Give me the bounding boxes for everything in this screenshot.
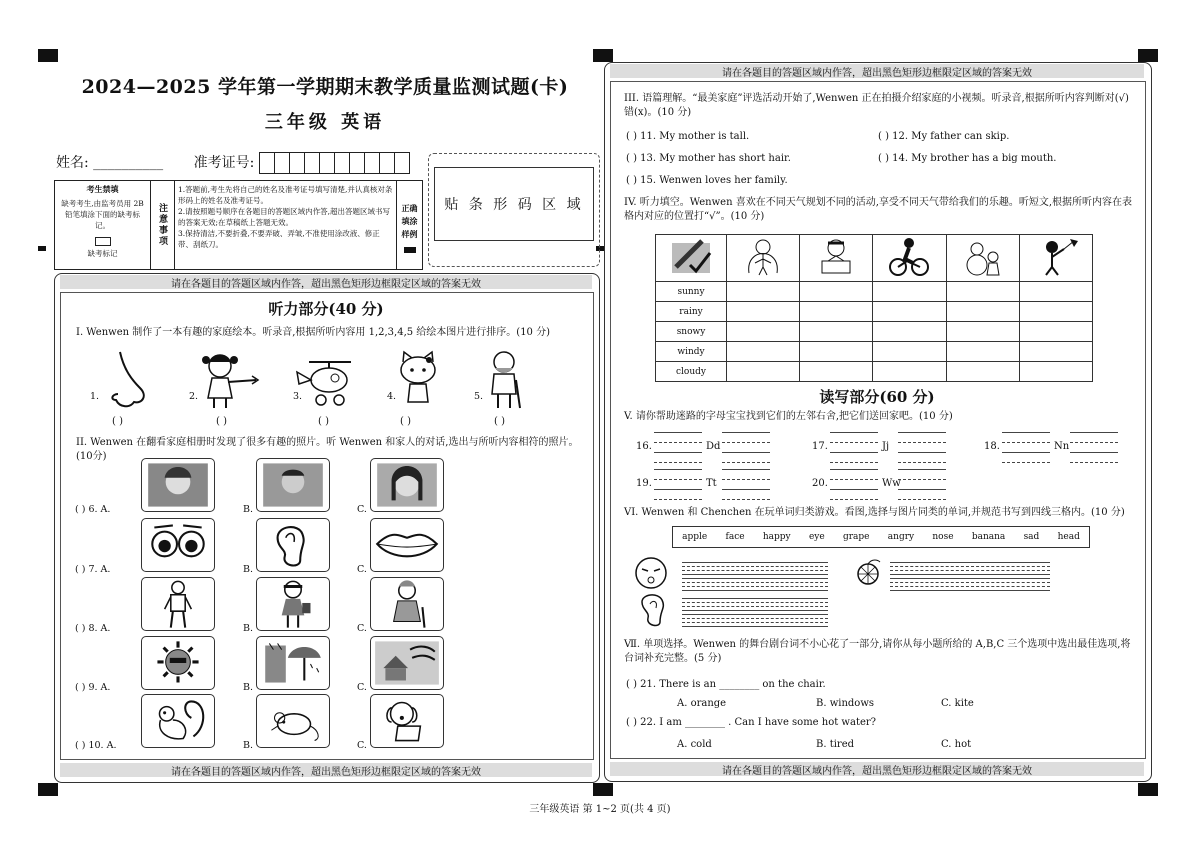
q5-item-number: 18. — [984, 441, 1000, 452]
girl-skipping-icon — [727, 235, 800, 282]
q2-option-label: B. — [243, 682, 254, 693]
four-line-grid[interactable] — [890, 578, 1050, 579]
q2-answer-number[interactable]: ( ) 9. A. — [75, 682, 111, 693]
word-bank-item: sad — [1023, 532, 1040, 542]
q2-option-label: C. — [357, 682, 367, 693]
note-item: 1.答题前,考生先将自己的姓名及准考证号填写清楚,并认真核对条形码上的姓名及准考证号。 — [178, 185, 393, 205]
q5-letter-pair: Dd — [706, 441, 721, 452]
table-header-row — [656, 235, 1093, 282]
writing-line[interactable] — [1070, 452, 1118, 453]
exam-number-digit-box[interactable] — [334, 152, 350, 174]
q3-item: ( ) 14. My brother has a big mouth. — [878, 153, 1057, 164]
question-3-prompt: III. 语篇理解。“最美家庭”评选活动开始了,Wenwen 正在拍摄介绍家庭的小视频。听录音,根据所听内容判断对(√)错(x)。(10 分) — [624, 93, 1129, 118]
writing-line[interactable] — [830, 432, 878, 433]
girl-drawing-icon — [800, 235, 873, 282]
pencil-check-icon — [656, 235, 727, 282]
writing-line[interactable] — [1070, 442, 1118, 443]
absent-mark-box[interactable] — [95, 237, 111, 246]
writing-line[interactable] — [722, 442, 770, 443]
q5-item-number: 19. — [636, 478, 652, 489]
snowman-icon — [946, 235, 1019, 282]
barcode-area: 贴 条 形 码 区 域 — [434, 167, 594, 241]
writing-line[interactable] — [654, 442, 702, 443]
writing-line[interactable] — [722, 489, 770, 490]
registration-mark — [1138, 783, 1158, 796]
writing-line[interactable] — [722, 432, 770, 433]
panel-warning: 请在各题目的答题区域内作答，超出黑色矩形边框限定区域的答案无效 — [60, 763, 592, 777]
check-cell[interactable] — [800, 342, 873, 362]
identity-row — [56, 152, 409, 174]
check-cell[interactable] — [946, 322, 1019, 342]
four-line-grid[interactable] — [682, 574, 828, 575]
q1-item-num: 5. — [474, 391, 484, 402]
registration-mark — [593, 783, 613, 796]
weather-row — [656, 302, 1093, 322]
writing-line[interactable] — [1070, 462, 1118, 463]
word-bank — [672, 526, 1090, 548]
question-6-prompt: VI. Wenwen 和 Chenchen 在玩单词归类游戏。看图,选择与图片同类的单词,并规范书写到四线三格内。(10 分) — [624, 507, 1125, 518]
exam-number-boxes[interactable] — [259, 155, 409, 171]
four-line-grid[interactable] — [890, 562, 1050, 563]
q2-option-label: B. — [243, 504, 254, 515]
writing-line[interactable] — [654, 479, 702, 480]
helicopter-icon — [295, 356, 357, 410]
writing-line[interactable] — [722, 452, 770, 453]
eyes-icon[interactable] — [141, 518, 215, 572]
check-cell[interactable] — [873, 322, 946, 342]
dog-icon[interactable] — [370, 694, 444, 748]
cycling-icon — [873, 235, 946, 282]
exam-number-label: 准考证号: — [193, 155, 255, 171]
four-line-grid[interactable] — [682, 614, 828, 615]
check-cell[interactable] — [873, 282, 946, 302]
q1-answer-paren[interactable]: ( ) — [318, 416, 329, 427]
writing-line[interactable] — [654, 499, 702, 500]
four-line-grid[interactable] — [682, 618, 828, 619]
exam-number-digit-box[interactable] — [319, 152, 335, 174]
q2-answer-number[interactable]: ( ) 7. A. — [75, 564, 111, 575]
q2-answer-number[interactable]: ( ) 10. A. — [75, 740, 117, 751]
writing-line[interactable] — [1002, 462, 1050, 463]
panel-warning: 请在各题目的答题区域内作答，超出黑色矩形边框限定区域的答案无效 — [60, 275, 592, 289]
name-label: 姓名: — [56, 155, 89, 171]
writing-line[interactable] — [1002, 452, 1050, 453]
q5-letter-pair: Nn — [1054, 441, 1070, 452]
check-cell[interactable] — [946, 342, 1019, 362]
weather-label: sunny — [656, 282, 727, 302]
q2-option-label: C. — [357, 564, 367, 575]
check-cell[interactable] — [1019, 342, 1092, 362]
registration-mark — [1138, 49, 1158, 62]
q1-answer-paren[interactable]: ( ) — [216, 416, 227, 427]
registration-mark — [593, 49, 613, 62]
writing-line[interactable] — [898, 452, 946, 453]
check-cell[interactable] — [727, 302, 800, 322]
check-cell[interactable] — [946, 362, 1019, 382]
grandma-icon[interactable] — [370, 577, 444, 631]
check-cell[interactable] — [727, 362, 800, 382]
weather-row — [656, 322, 1093, 342]
writing-line[interactable] — [654, 489, 702, 490]
exempt-title: 考生禁填 — [86, 184, 119, 194]
exam-subtitle: 三年级 英语 — [264, 112, 386, 133]
smiling-girl-photo-icon[interactable] — [141, 458, 215, 512]
writing-line[interactable] — [722, 462, 770, 463]
four-line-grid[interactable] — [682, 598, 828, 599]
four-line-grid[interactable] — [682, 562, 828, 563]
q2-option-label: C. — [357, 740, 367, 751]
q1-answer-paren[interactable]: ( ) — [494, 416, 505, 427]
exam-number-digit-box[interactable] — [304, 152, 320, 174]
writing-line[interactable] — [830, 452, 878, 453]
grandpa-icon — [486, 350, 526, 410]
check-cell[interactable] — [727, 342, 800, 362]
mouth-icon[interactable] — [370, 518, 444, 572]
note-item: 3.保持清洁,不要折叠,不要弄破、弄皱,不准使用涂改液、修正带、刮纸刀。 — [178, 229, 380, 249]
q1-item-num: 2. — [189, 391, 199, 402]
exam-title: 2024—2025 学年第一学期期末教学质量监测试题(卡) — [81, 76, 569, 98]
writing-line[interactable] — [830, 442, 878, 443]
four-line-grid[interactable] — [682, 626, 828, 627]
exam-info-table — [54, 180, 423, 270]
q2-option-label: B. — [243, 740, 254, 751]
q1-item-num: 3. — [293, 391, 303, 402]
q2-option-label: C. — [357, 504, 367, 515]
q5-letter-pair: Jj — [882, 441, 890, 452]
exam-number-digit-box[interactable] — [274, 152, 290, 174]
check-cell[interactable] — [946, 302, 1019, 322]
four-line-grid[interactable] — [682, 578, 828, 579]
q7-stem: ( ) 22. I am ________ . Can I have some hot water? — [626, 717, 877, 728]
q3-item: ( ) 11. My mother is tall. — [626, 131, 750, 142]
four-line-grid[interactable] — [890, 590, 1050, 591]
q2-option-label: B. — [243, 564, 254, 575]
weather-label: rainy — [656, 302, 727, 322]
side-tick — [38, 246, 46, 251]
q7-option-a[interactable]: A. cold — [677, 739, 712, 750]
word-bank-item: head — [1057, 532, 1080, 542]
check-cell[interactable] — [1019, 322, 1092, 342]
ear-icon — [638, 592, 668, 628]
question-1-prompt: I. Wenwen 制作了一本有趣的家庭绘本。听录音,根据所听内容用 1,2,3,4,5 给绘本图片进行排序。(10 分) — [76, 327, 550, 338]
writing-line[interactable] — [830, 489, 878, 490]
weather-label: cloudy — [656, 362, 727, 382]
q5-item-number: 17. — [812, 441, 828, 452]
panel-warning: 请在各题目的答题区域内作答，超出黑色矩形边框限定区域的答案无效 — [610, 64, 1144, 78]
four-line-grid[interactable] — [890, 574, 1050, 575]
question-2-prompt: II. Wenwen 在翻看家庭相册时发现了很多有趣的照片。听 Wenwen 和家人的对话,选出与所听内容相符的照片。(10分) — [76, 437, 579, 462]
q5-letter-pair: Ww — [882, 478, 901, 489]
page-footer: 三年级英语 第 1~2 页(共 4 页) — [529, 804, 671, 815]
man-icon[interactable] — [141, 577, 215, 631]
q2-answer-number[interactable]: ( ) 8. A. — [75, 623, 111, 634]
four-line-grid[interactable] — [682, 602, 828, 603]
nose-icon — [106, 350, 156, 410]
writing-line[interactable] — [722, 499, 770, 500]
q1-answer-paren[interactable]: ( ) — [400, 416, 411, 427]
word-bank-item: face — [725, 532, 745, 542]
q3-item: ( ) 13. My mother has short hair. — [626, 153, 791, 164]
kite-flying-icon — [1019, 235, 1092, 282]
word-bank-item: happy — [762, 532, 791, 542]
fill-sample-title: 正确填涂样例 — [401, 203, 418, 239]
girl-with-bag-icon[interactable] — [256, 577, 330, 631]
weather-row — [656, 282, 1093, 302]
check-cell[interactable] — [800, 302, 873, 322]
four-line-grid[interactable] — [682, 622, 828, 623]
exam-number-digit-box[interactable] — [289, 152, 305, 174]
four-line-grid[interactable] — [682, 566, 828, 567]
word-bank-item: apple — [682, 532, 708, 542]
question-4-prompt: IV. 听力填空。Wenwen 喜欢在不同天气规划不同的活动,享受不同天气带给我们的乐趣。听短文,根据所听内容在表格内对应的位置打“√”。(10 分) — [624, 197, 1133, 222]
writing-line[interactable] — [830, 469, 878, 470]
word-bank-item: banana — [971, 532, 1006, 542]
check-cell[interactable] — [727, 322, 800, 342]
weather-row — [656, 362, 1093, 382]
weather-activity-table — [655, 234, 1093, 382]
q7-option-a[interactable]: A. orange — [677, 698, 727, 709]
writing-line[interactable] — [722, 469, 770, 470]
word-bank-item: eye — [808, 532, 825, 542]
writing-line[interactable] — [1002, 432, 1050, 433]
weather-label: windy — [656, 342, 727, 362]
exam-number-digit-box[interactable] — [394, 152, 410, 174]
weather-label: snowy — [656, 322, 727, 342]
four-line-grid[interactable] — [682, 582, 828, 583]
check-cell[interactable] — [1019, 302, 1092, 322]
four-line-grid[interactable] — [890, 582, 1050, 583]
question-7-prompt: Ⅶ. 单项选择。Wenwen 的舞台剧台词不小心花了一部分,请你从每小题所给的 A,B,C 三个选项中选出最佳选项,将台词补充完整。(5 分) — [624, 639, 1131, 664]
check-cell[interactable] — [1019, 282, 1092, 302]
q7-option-c[interactable]: C. kite — [941, 698, 974, 709]
four-line-grid[interactable] — [682, 586, 828, 587]
q1-item-num: 1. — [90, 391, 100, 402]
four-line-grid[interactable] — [682, 570, 828, 571]
q5-item-number: 20. — [812, 478, 828, 489]
writing-line[interactable] — [1002, 442, 1050, 443]
writing-line[interactable] — [830, 462, 878, 463]
four-line-grid[interactable] — [890, 566, 1050, 567]
q7-option-c[interactable]: C. hot — [941, 739, 972, 750]
check-cell[interactable] — [800, 322, 873, 342]
writing-line[interactable] — [898, 499, 946, 500]
notes-list — [175, 181, 397, 269]
fill-sample-cell — [397, 181, 422, 269]
check-cell[interactable] — [946, 282, 1019, 302]
four-line-grid[interactable] — [890, 570, 1050, 571]
sleepy-face-icon — [634, 556, 668, 590]
reading-writing-section-title: 读写部分(60 分) — [819, 388, 935, 406]
weather-row — [656, 342, 1093, 362]
q7-option-b[interactable]: B. windows — [816, 698, 875, 709]
writing-line[interactable] — [830, 499, 878, 500]
writing-line[interactable] — [898, 479, 946, 480]
four-line-grid[interactable] — [682, 606, 828, 607]
mouse-icon[interactable] — [256, 694, 330, 748]
orange-icon — [854, 558, 884, 588]
check-cell[interactable] — [873, 302, 946, 322]
q1-item-num: 4. — [387, 391, 397, 402]
q2-option-label: C. — [357, 623, 367, 634]
writing-line[interactable] — [898, 462, 946, 463]
registration-mark — [38, 49, 58, 62]
ear-icon[interactable] — [256, 518, 330, 572]
q5-item-number: 16. — [636, 441, 652, 452]
word-bank-item: nose — [932, 532, 954, 542]
check-cell[interactable] — [727, 282, 800, 302]
check-cell[interactable] — [1019, 362, 1092, 382]
q1-answer-paren[interactable]: ( ) — [112, 416, 123, 427]
word-bank-item: angry — [887, 532, 915, 542]
q7-option-b[interactable]: B. tired — [816, 739, 855, 750]
writing-line[interactable] — [898, 442, 946, 443]
writing-line[interactable] — [898, 489, 946, 490]
hello-kitty-icon — [398, 352, 440, 410]
q3-item: ( ) 15. Wenwen loves her family. — [626, 175, 788, 186]
writing-line[interactable] — [722, 479, 770, 480]
writing-line[interactable] — [1070, 432, 1118, 433]
note-item: 2.请按照题号顺序在各题目的答题区域内作答,超出答题区域书写的答案无效;在草稿纸上答题无效。 — [178, 207, 391, 227]
writing-line[interactable] — [654, 469, 702, 470]
fill-sample-mark — [404, 247, 416, 253]
four-line-grid[interactable] — [682, 590, 828, 591]
writing-line[interactable] — [898, 469, 946, 470]
sun-icon[interactable] — [141, 636, 215, 690]
girl-pointing-icon — [200, 352, 264, 410]
writing-line[interactable] — [654, 462, 702, 463]
check-cell[interactable] — [800, 282, 873, 302]
q7-stem: ( ) 21. There is an ________ on the chair. — [626, 679, 826, 690]
four-line-grid[interactable] — [682, 610, 828, 611]
name-field[interactable]: __________ — [93, 155, 164, 171]
check-cell[interactable] — [800, 362, 873, 382]
check-cell[interactable] — [873, 362, 946, 382]
writing-line[interactable] — [654, 452, 702, 453]
q2-option-label: B. — [243, 623, 254, 634]
four-line-grid[interactable] — [890, 586, 1050, 587]
windy-house-icon[interactable] — [370, 636, 444, 690]
question-5-prompt: V. 请你帮助迷路的字母宝宝找到它们的左邻右舍,把它们送回家吧。(10 分) — [624, 411, 953, 422]
crying-girl-photo-icon[interactable] — [370, 458, 444, 512]
registration-mark — [38, 783, 58, 796]
check-cell[interactable] — [873, 342, 946, 362]
word-bank-item: grape — [842, 532, 870, 542]
writing-line[interactable] — [830, 479, 878, 480]
writing-line[interactable] — [898, 432, 946, 433]
listening-section-title: 听力部分(40 分) — [268, 300, 384, 318]
exam-number-digit-box[interactable] — [349, 152, 365, 174]
absent-mark-label: 缺考标记 — [87, 249, 118, 258]
panel-warning: 请在各题目的答题区域内作答，超出黑色矩形边框限定区域的答案无效 — [610, 762, 1144, 776]
q2-answer-number[interactable]: ( ) 6. A. — [75, 504, 111, 515]
absent-cell — [55, 181, 151, 269]
q5-letter-pair: Tt — [706, 478, 717, 489]
exam-number-digit-box[interactable] — [379, 152, 395, 174]
rainy-umbrella-icon[interactable] — [256, 636, 330, 690]
boy-photo-icon[interactable] — [256, 458, 330, 512]
exam-number-digit-box[interactable] — [259, 152, 275, 174]
exam-number-digit-box[interactable] — [364, 152, 380, 174]
notes-title: 注意事项 — [151, 181, 175, 269]
q3-item: ( ) 12. My father can skip. — [878, 131, 1010, 142]
exempt-text: 缺考考生,由监考员用 2B 铅笔填涂下面的缺考标记。 — [61, 199, 144, 230]
writing-line[interactable] — [654, 432, 702, 433]
squirrel-icon[interactable] — [141, 694, 215, 748]
